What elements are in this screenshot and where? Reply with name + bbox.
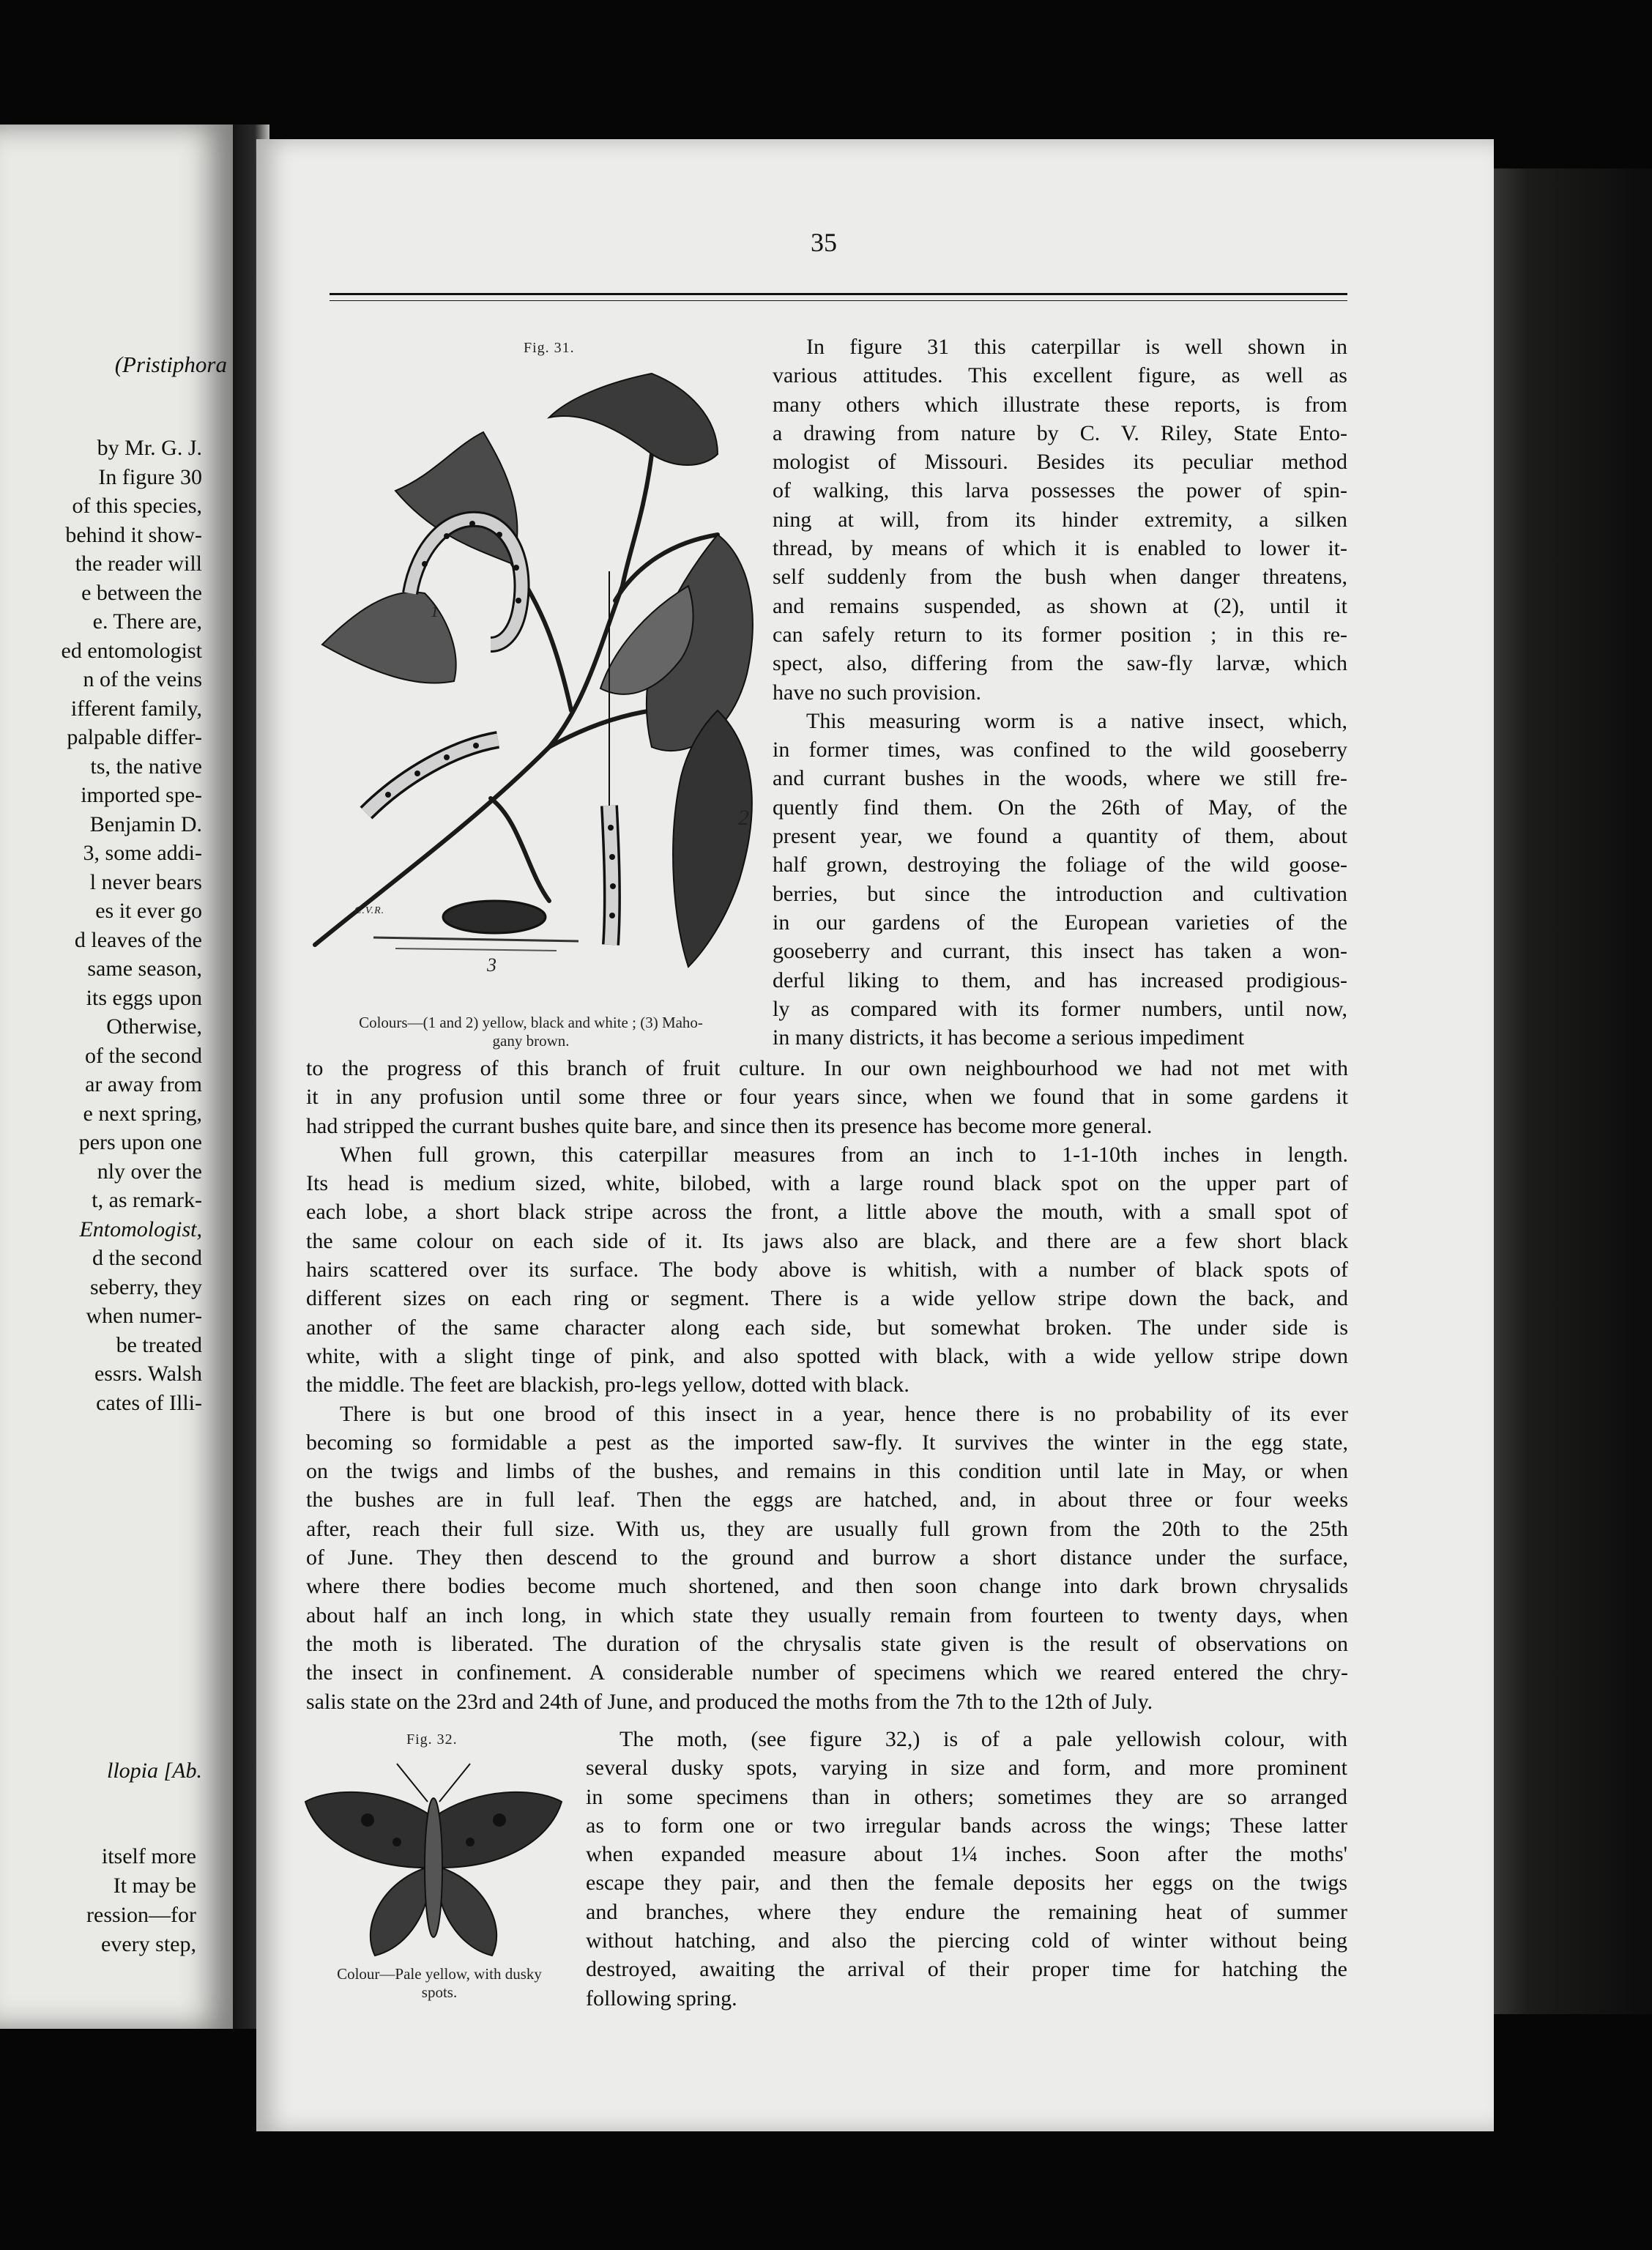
- body-text-line: ly as compared with its former numbers, until now,: [773, 996, 1347, 1021]
- body-text-line: a drawing from nature by C. V. Riley, State Ento-: [773, 420, 1347, 445]
- left-page-line: when numer-: [86, 1304, 202, 1328]
- left-page-line: In figure 30: [98, 464, 202, 489]
- body-text-line: after, reach their full size. With us, they are usually full grown from the 20th to the 25th: [306, 1516, 1348, 1541]
- left-page-line: by Mr. G. J.: [97, 436, 202, 460]
- left-facing-page: [0, 125, 233, 2029]
- body-text-line: gooseberry and currant, this insect has taken a won-: [773, 939, 1347, 964]
- body-text-line: of walking, this larva possesses the power of spin-: [773, 478, 1347, 503]
- left-page-text-upper: [0, 434, 202, 1417]
- left-page-line: be treated: [116, 1332, 202, 1357]
- left-page-text-lower: [0, 1842, 196, 1959]
- body-text-line: quently find them. On the 26th of May, of the: [773, 795, 1347, 820]
- left-page-line: the reader will: [75, 552, 202, 576]
- figure-31-caption-line: gany brown.: [492, 1032, 570, 1050]
- figure-31-label: Fig. 31.: [524, 340, 575, 356]
- body-text-line: the moth is liberated. The duration of the chrysalis state given is the result of observations on: [306, 1631, 1348, 1656]
- body-text-line: berries, but since the introduction and cultivation: [773, 881, 1347, 906]
- body-text-line: mologist of Missouri. Besides its peculiar method: [773, 450, 1347, 475]
- body-text-line: There is but one brood of this insect in a year, hence there is no probability of its ever: [340, 1401, 1348, 1426]
- body-text-line: following spring.: [586, 1986, 737, 2010]
- body-text-line: self suddenly from the bush when danger threatens,: [773, 565, 1347, 590]
- body-text-line: half grown, destroying the foliage of the wild goose-: [773, 853, 1347, 877]
- body-text-line: in former times, was confined to the wild gooseberry: [773, 738, 1347, 762]
- left-page-line: every step,: [101, 1932, 196, 1956]
- left-page-line: l never bears: [89, 869, 202, 894]
- right-column-text: [773, 333, 1347, 1052]
- body-text-line: had stripped the currant bushes quite bare, and since then its presence has become more general.: [306, 1113, 1153, 1138]
- figure-32-label: Fig. 32.: [406, 1731, 458, 1748]
- page-number: 35: [811, 228, 837, 257]
- body-text-line: when expanded measure about 1¼ inches. Soon after the moths': [586, 1842, 1347, 1867]
- body-text-line: hairs scattered over its surface. The body above is whitish, with a number of black spots of: [306, 1258, 1348, 1282]
- left-page-line: Otherwise,: [106, 1014, 202, 1039]
- body-text-line: the middle. The feet are blackish, pro-legs yellow, dotted with black.: [306, 1373, 909, 1397]
- left-page-line: t, as remark-: [92, 1188, 202, 1212]
- body-text-line: salis state on the 23rd and 24th of June, and produced the moths from the 7th to the 12th of July.: [306, 1689, 1153, 1714]
- header-rule-thin: [330, 300, 1347, 301]
- left-page-line: same season,: [87, 957, 202, 981]
- body-text-line: in many districts, it has become a serious impediment: [773, 1025, 1245, 1050]
- left-page-line: Entomologist,: [79, 1217, 202, 1241]
- body-text-line: different sizes on each ring or segment. There is a wide yellow stripe down the back, and: [306, 1286, 1348, 1311]
- figure-32-caption-line: Colour—Pale yellow, with dusky: [337, 1965, 542, 1983]
- left-page-line: ed entomologist: [61, 638, 202, 663]
- left-page-line: essrs. Walsh: [94, 1362, 202, 1386]
- left-page-line: n of the veins: [83, 667, 202, 691]
- left-page-line: ifferent family,: [70, 696, 202, 721]
- left-page-line: cates of Illi-: [96, 1390, 202, 1415]
- body-text-line: can safely return to its former position ; in this re-: [773, 622, 1347, 647]
- left-page-line: itself more: [101, 1844, 196, 1868]
- book-page-edges: [1487, 168, 1652, 2014]
- body-text-line: becoming so formidable a pest as the imported saw-fly. It survives the winter in the egg state,: [306, 1430, 1348, 1455]
- body-text-line: thread, by means of which it is enabled to lower it-: [773, 536, 1347, 561]
- body-text-line: without hatching, and also the piercing cold of winter without being: [586, 1928, 1347, 1953]
- left-page-line: seberry, they: [90, 1274, 202, 1299]
- body-text-line: about half an inch long, in which state they usually remain from fourteen to twenty days, when: [306, 1603, 1348, 1627]
- header-rule-thick: [330, 293, 1347, 295]
- left-page-header: (Pristiphora: [114, 352, 227, 377]
- left-page-line: pers upon one: [78, 1130, 202, 1154]
- body-text-line: on the twigs and limbs of the bushes, and remains in this condition until late in May, or when: [306, 1459, 1348, 1484]
- body-text-line: the insect in confinement. A considerable number of specimens which we reared entered the chry-: [306, 1660, 1348, 1685]
- left-page-heading-lower: [0, 1756, 202, 1786]
- figure-31-caption: [293, 1014, 769, 1050]
- left-page-line: of this species,: [72, 494, 202, 518]
- left-page-line: llopia [Ab.: [106, 1759, 202, 1783]
- body-text-line: present year, we found a quantity of them, about: [773, 824, 1347, 849]
- body-text-line: many others which illustrate these reports, is from: [773, 392, 1347, 417]
- body-text-line: When full grown, this caterpillar measures from an inch to 1-1-10th inches in length.: [340, 1142, 1348, 1167]
- body-text-line: it in any profusion until some three or four years since, when we found that in some gardens it: [306, 1085, 1348, 1110]
- full-width-text: [306, 1054, 1348, 1716]
- body-text-line: various attitudes. This excellent figure, as well as: [773, 363, 1347, 388]
- left-page-line: It may be: [113, 1874, 196, 1898]
- left-page-line: Benjamin D.: [89, 812, 202, 836]
- moth-description-text: [586, 1725, 1347, 2013]
- left-page-line: of the second: [85, 1043, 202, 1068]
- body-text-line: spect, also, differing from the saw-fly larvæ, which: [773, 651, 1347, 676]
- left-page-line: its eggs upon: [86, 985, 202, 1010]
- left-page-line: d leaves of the: [74, 927, 202, 952]
- body-text-line: in some specimens than in others; sometimes they are so arranged: [586, 1784, 1347, 1809]
- body-text-line: derful liking to them, and has increased prodigious-: [773, 968, 1347, 992]
- body-text-line: in our gardens of the European varieties of the: [773, 910, 1347, 935]
- left-page-line: e between the: [81, 580, 202, 605]
- left-page-line: imported spe-: [81, 783, 202, 807]
- figure-31-mark-2: 2: [738, 806, 750, 830]
- left-page-line: ression—for: [86, 1903, 196, 1927]
- body-text-line: white, with a slight tinge of pink, and also spotted with black, with a wide yellow stripe down: [306, 1343, 1348, 1368]
- left-page-line: e next spring,: [83, 1101, 202, 1126]
- body-text-line: and currant bushes in the woods, where we still fre-: [773, 766, 1347, 791]
- figure-31-mark-1: 1: [431, 602, 439, 620]
- left-page-line: 3, some addi-: [83, 841, 202, 865]
- figure-32-caption-line: spots.: [421, 1983, 458, 2001]
- figure-31-illustration: [308, 366, 769, 1025]
- body-text-line: Its head is medium sized, white, bilobed, with a large round black spot on the upper part of: [306, 1171, 1348, 1196]
- body-text-line: of June. They then descend to the ground and burrow a short distance under the surface,: [306, 1545, 1348, 1570]
- body-text-line: the same colour on each side of it. Its jaws also are black, and there are a few short black: [306, 1228, 1348, 1253]
- body-text-line: to the progress of this branch of fruit culture. In our own neighbourhood we had not met with: [306, 1056, 1348, 1080]
- left-page-line: d the second: [92, 1246, 202, 1270]
- figure-31-artist-signature: C.V.R.: [354, 905, 385, 916]
- body-text-line: where there bodies become much shortened, and then soon change into dark brown chrysalids: [306, 1574, 1348, 1599]
- body-text-line: destroyed, awaiting the arrival of their proper time for hatching the: [586, 1957, 1347, 1982]
- figure-32-moth-illustration: [302, 1758, 565, 1970]
- body-text-line: In figure 31 this caterpillar is well shown in: [806, 335, 1347, 359]
- body-text-line: another of the same character along each side, but somewhat broken. The under side is: [306, 1315, 1348, 1340]
- body-text-line: several dusky spots, varying in size and form, and more prominent: [586, 1756, 1347, 1781]
- left-page-line: e. There are,: [92, 609, 202, 634]
- body-text-line: The moth, (see figure 32,) is of a pale yellowish colour, with: [620, 1727, 1347, 1751]
- body-text-line: each lobe, a short black stripe across the front, a little above the mouth, with a small spot of: [306, 1200, 1348, 1225]
- figure-31-mark-3: 3: [487, 954, 497, 976]
- body-text-line: This measuring worm is a native insect, which,: [806, 708, 1347, 733]
- body-text-line: and branches, where they endure the remaining heat of summer: [586, 1899, 1347, 1924]
- left-page-line: ts, the native: [90, 754, 202, 779]
- body-text-line: escape they pair, and then the female deposits her eggs on the twigs: [586, 1871, 1347, 1896]
- body-text-line: and remains suspended, as shown at (2), until it: [773, 593, 1347, 618]
- left-page-line: behind it show-: [65, 522, 202, 547]
- left-page-line: ar away from: [85, 1072, 202, 1096]
- left-page-line: nly over the: [97, 1159, 202, 1184]
- body-text-line: the bushes are in full leaf. Then the eggs are hatched, and, in about three or four weeks: [306, 1488, 1348, 1512]
- body-text-line: ning at will, from its hinder extremity, a silken: [773, 507, 1347, 532]
- body-text-line: have no such provision.: [773, 680, 981, 705]
- body-text-line: as to form one or two irregular bands across the wings; These latter: [586, 1813, 1347, 1838]
- left-page-line: es it ever go: [95, 899, 202, 923]
- figure-31-caption-line: Colours—(1 and 2) yellow, black and white ; (3) Maho-: [359, 1014, 703, 1031]
- left-page-line: palpable differ-: [67, 725, 202, 749]
- figure-32-caption: [297, 1965, 582, 2002]
